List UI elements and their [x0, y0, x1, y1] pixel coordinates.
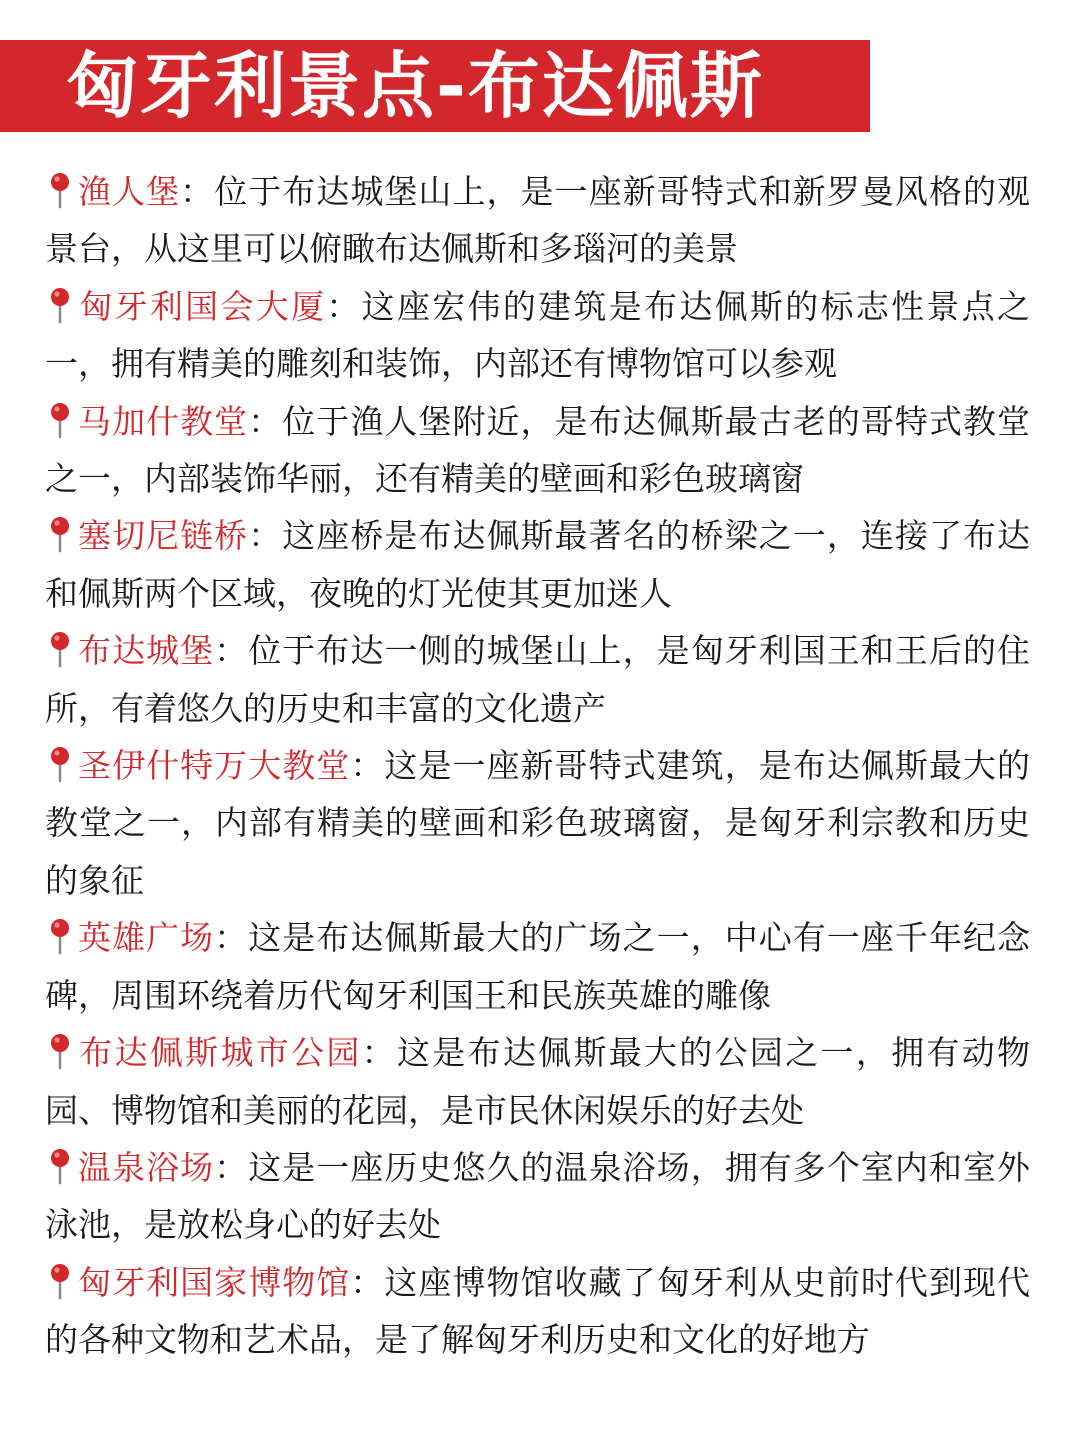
- list-item: [45, 1024, 1030, 1139]
- attraction-description: 这是一座历史悠久的温泉浴场，拥有多个室内和室外泳池，是放松身心的好去处: [45, 1147, 1031, 1245]
- separator: ：: [214, 1147, 249, 1187]
- attraction-description: 这座桥是布达佩斯最著名的桥梁之一，连接了布达和佩斯两个区域，夜晚的灯光使其更加迷人: [45, 516, 1031, 613]
- list-item: [45, 163, 1030, 278]
- round-pushpin-icon: [45, 745, 75, 783]
- attraction-description: 这是布达佩斯最大的广场之一，中心有一座千年纪念碑，周围环绕着历代匈牙利国王和民族英雄的雕像: [45, 918, 1031, 1015]
- list-item: [45, 909, 1030, 1024]
- attraction-name: 匈牙利国会大厦: [77, 286, 327, 326]
- list-item: [45, 737, 1030, 909]
- separator: ：: [180, 172, 215, 211]
- round-pushpin-icon: [45, 286, 75, 324]
- round-pushpin-icon: [45, 1147, 75, 1185]
- round-pushpin-icon: [45, 630, 75, 668]
- separator: ：: [326, 286, 362, 326]
- attraction-description: 位于渔人堡附近，是布达佩斯最古老的哥特式教堂之一，内部装饰华丽，还有精美的壁画和彩色玻璃窗: [45, 401, 1031, 499]
- attraction-name: 塞切尼链桥: [77, 516, 249, 556]
- attraction-name: 英雄广场: [77, 918, 215, 958]
- round-pushpin-icon: [45, 171, 75, 209]
- attraction-name: 布达城堡: [77, 631, 215, 671]
- attraction-name: 马加什教堂: [77, 401, 249, 441]
- round-pushpin-icon: [45, 1262, 75, 1300]
- round-pushpin-icon: [45, 401, 75, 439]
- attraction-name: 匈牙利国家博物馆: [77, 1262, 351, 1302]
- round-pushpin-icon: [45, 1032, 75, 1070]
- attraction-description: 这是布达佩斯最大的公园之一，拥有动物园、博物馆和美丽的花园，是市民休闲娱乐的好去处: [45, 1033, 1031, 1130]
- attraction-name: 布达佩斯城市公园: [77, 1033, 362, 1073]
- list-item: [45, 393, 1030, 508]
- separator: ：: [214, 918, 249, 958]
- round-pushpin-icon: [45, 917, 75, 955]
- attraction-description: 这座宏伟的建筑是布达佩斯的标志性景点之一，拥有精美的雕刻和装饰，内部还有博物馆可以参观: [45, 286, 1031, 384]
- separator: ：: [361, 1033, 397, 1073]
- attraction-description: 位于布达城堡山上，是一座新哥特式和新罗曼风格的观景台，从这里可以俯瞰布达佩斯和多瑙河的美景: [45, 172, 1031, 269]
- list-item: [45, 278, 1030, 393]
- separator: ：: [248, 401, 283, 441]
- separator: ：: [350, 746, 385, 786]
- attraction-description: 位于布达一侧的城堡山上，是匈牙利国王和王后的住所，有着悠久的历史和丰富的文化遗产: [45, 631, 1031, 728]
- list-item: [45, 507, 1030, 622]
- attraction-list: [45, 163, 1030, 1369]
- list-item: [45, 1254, 1030, 1369]
- round-pushpin-icon: [45, 515, 75, 553]
- separator: ：: [248, 516, 283, 556]
- attraction-name: 圣伊什特万大教堂: [77, 746, 351, 786]
- separator: ：: [350, 1262, 385, 1302]
- separator: ：: [214, 631, 249, 671]
- page-title: 匈牙利景点-布达佩斯: [66, 44, 764, 128]
- attraction-description: 这是一座新哥特式建筑，是布达佩斯最大的教堂之一，内部有精美的壁画和彩色玻璃窗，是匈牙利宗教和历史的象征: [45, 746, 1031, 900]
- attraction-name: 渔人堡: [77, 172, 181, 211]
- list-item: [45, 1139, 1030, 1254]
- attraction-name: 温泉浴场: [77, 1147, 215, 1187]
- attraction-description: 这座博物馆收藏了匈牙利从史前时代到现代的各种文物和艺术品，是了解匈牙利历史和文化的好地方: [45, 1262, 1031, 1360]
- list-item: [45, 622, 1030, 737]
